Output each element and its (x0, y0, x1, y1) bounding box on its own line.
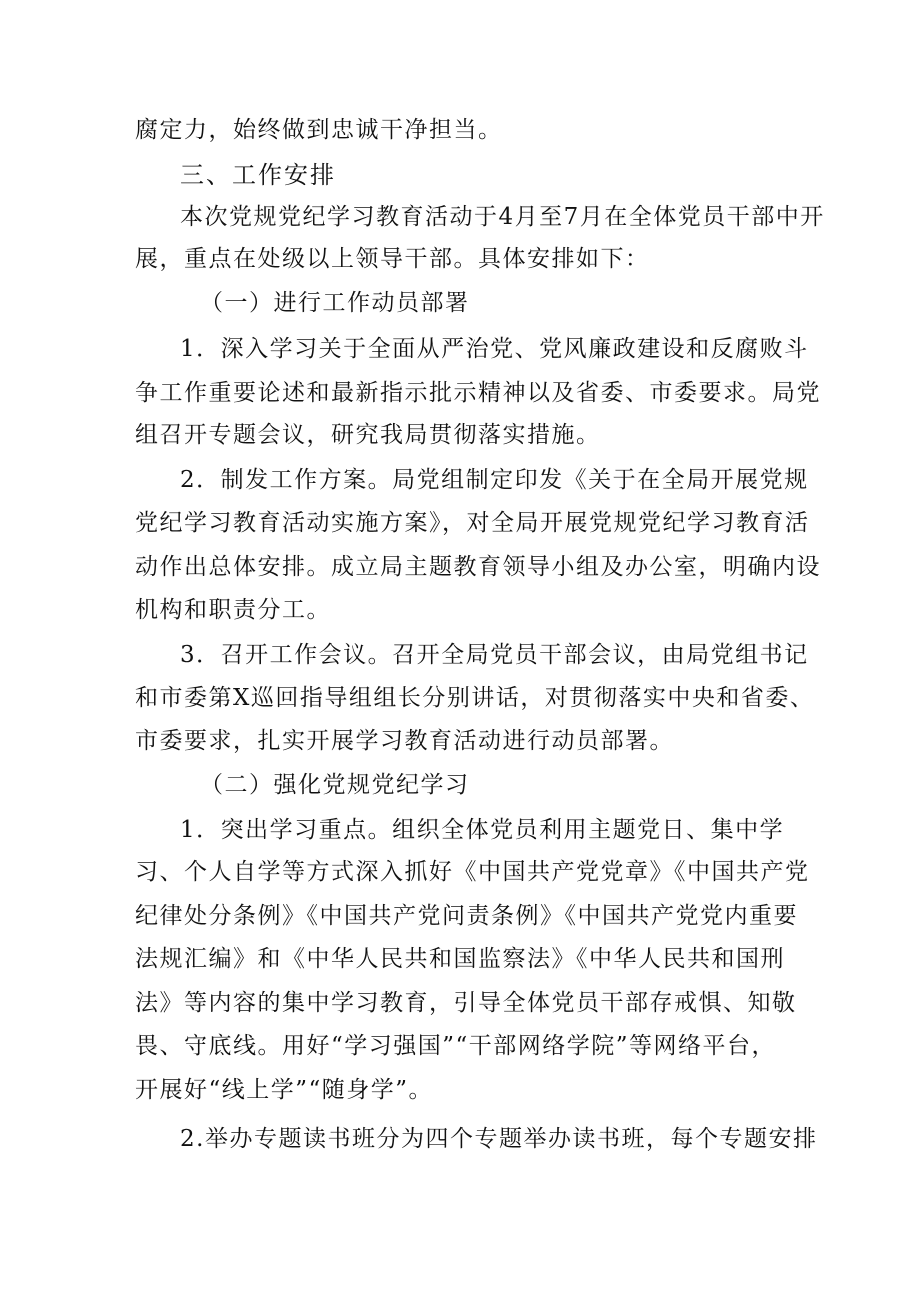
body-text-line: 法规汇编》和《中华人民共和国监察法》《中华人民共和国刑 (135, 946, 785, 972)
body-text-line: 本次党规党纪学习教育活动于4月至7月在全体党员干部中开 (180, 204, 825, 230)
subsection-heading-2: （二）强化党规党纪学习 (200, 772, 470, 798)
body-text-line: 纪律处分条例》《中国共产党问责条例》《中国共产党党内重要 (135, 903, 798, 929)
body-text-line: 和市委第X巡回指导组组长分别讲话，对贯彻落实中央和省委、 (135, 685, 815, 711)
body-text-line: 3．召开工作会议。召开全局党员干部会议，由局党组书记 (180, 642, 809, 668)
body-text-line: 1．突出学习重点。组织全体党员利用主题党日、集中学 (180, 817, 785, 843)
body-text-line: 法》等内容的集中学习教育，引导全体党员干部存戒惧、知敬 (135, 990, 797, 1016)
body-text-line: 习、个人自学等方式深入抓好《中国共产党党章》《中国共产党 (135, 859, 810, 885)
body-text-line: 1．深入学习关于全面从严治党、党风廉政建设和反腐败斗 (180, 336, 809, 362)
body-text-line: 机构和职责分工。 (135, 597, 331, 623)
body-text-line: 腐定力，始终做到忠诚干净担当。 (135, 117, 503, 143)
body-text-line: 动作出总体安排。成立局主题教育领导小组及办公室，明确内设 (135, 554, 821, 580)
body-text-line: 畏、守底线。用好“学习强国”“干部网络学院”等网络平台， (135, 1033, 777, 1059)
body-text-line: 2．制发工作方案。局党组制定印发《关于在全局开展党规 (180, 467, 809, 493)
body-text-line: 争工作重要论述和最新指示批示精神以及省委、市委要求。局党 (135, 380, 821, 406)
body-text-line: 2.举办专题读书班分为四个专题举办读书班，每个专题安排 (180, 1126, 818, 1152)
body-text-line: 展，重点在处级以上领导干部。具体安排如下： (135, 246, 650, 272)
subsection-heading-1: （一）进行工作动员部署 (200, 290, 470, 316)
body-text-line: 组召开专题会议，研究我局贯彻落实措施。 (135, 422, 601, 448)
body-text-line: 市委要求，扎实开展学习教育活动进行动员部署。 (135, 728, 674, 754)
section-heading-work-arrangement: 三、工作安排 (180, 161, 336, 189)
body-text-line: 党纪学习教育活动实施方案》，对全局开展党规党纪学习教育活 (135, 510, 810, 536)
body-text-line: 开展好“线上学”“随身学”。 (135, 1077, 434, 1103)
